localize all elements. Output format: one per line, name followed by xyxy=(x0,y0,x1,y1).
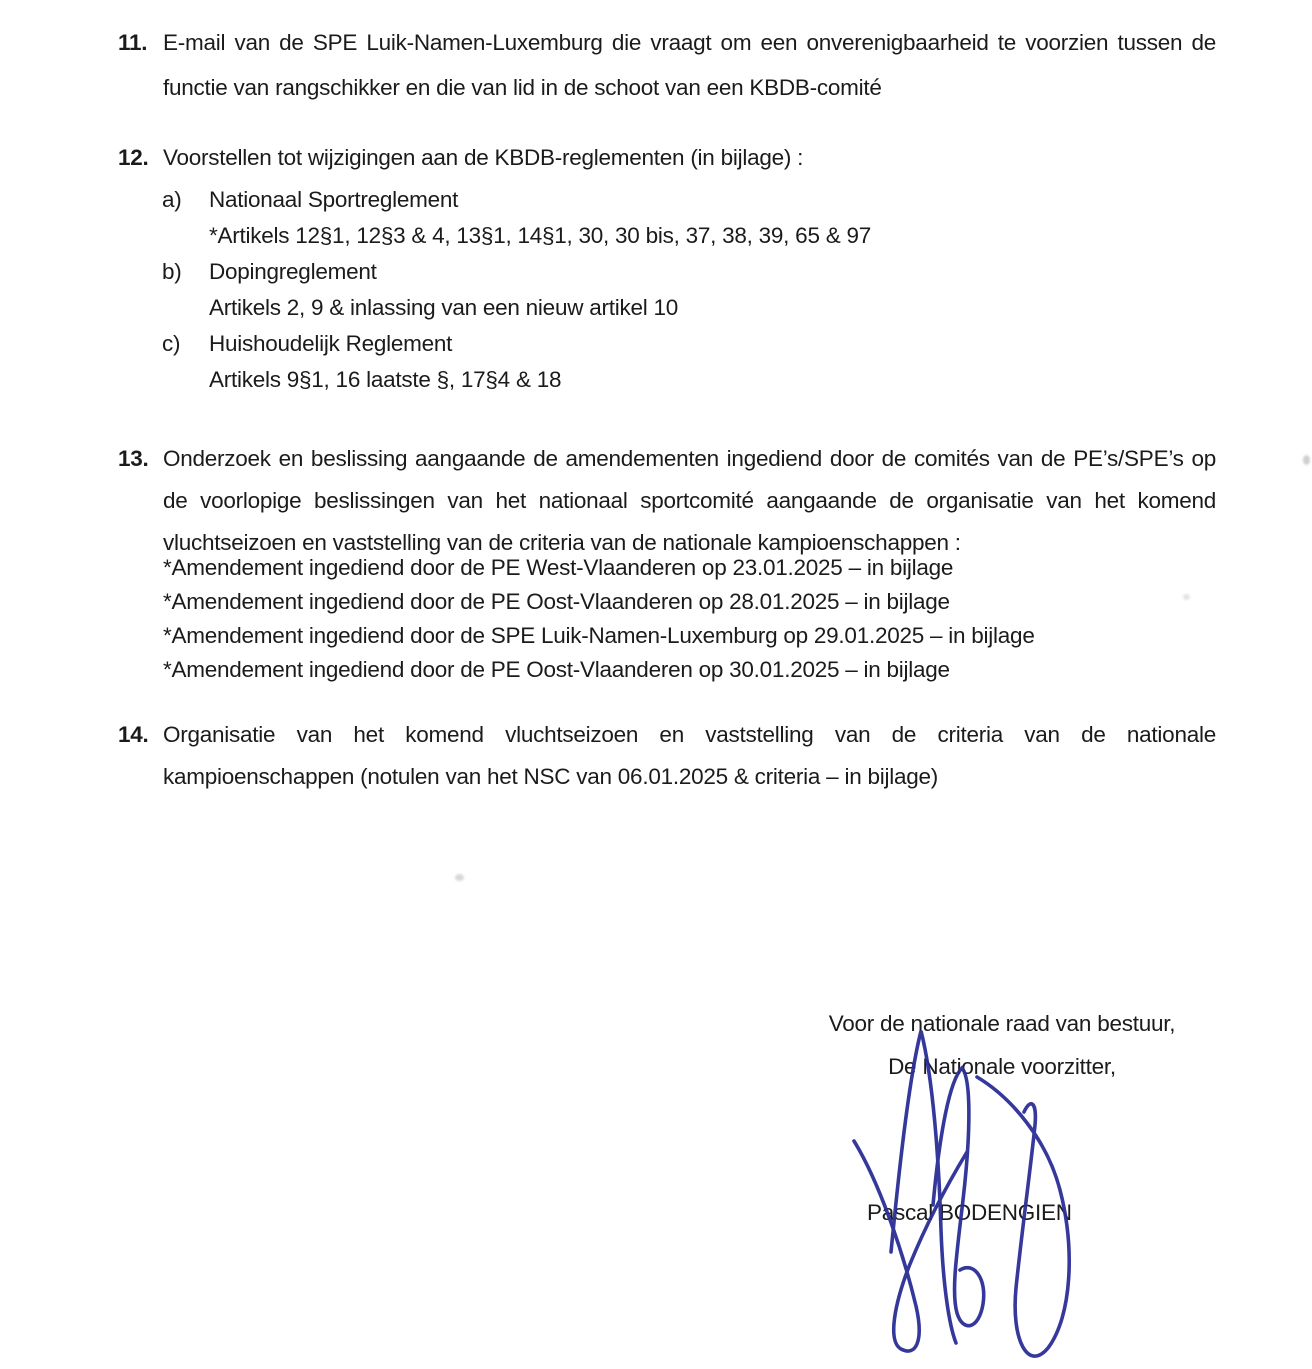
signatory-name: Pascal BODENGIEN xyxy=(867,1200,1072,1225)
item-12-sublist xyxy=(163,182,1216,398)
subitem-title: Nationaal Sportreglement xyxy=(209,187,459,212)
item-13-intro: Onderzoek en beslissing aangaande de amendementen ingediend door de comités van de PE’s/SPE’s op de voorlopige beslissingen van het nationaal sportcomité aangaande de organisatie van het komend vluchtseizoen en vaststelling van de criteria van de nationale kampioenschappen : xyxy=(163,446,1216,555)
closing-block xyxy=(700,1002,1304,1088)
signature-stroke xyxy=(933,1068,984,1326)
subitem-title: Huishoudelijk Reglement xyxy=(209,331,453,356)
item-number: 14. xyxy=(118,722,149,747)
amendment-line: *Amendement ingediend door de PE West-Vlaanderen op 23.01.2025 – in bijlage xyxy=(163,555,954,580)
agenda-item-11 xyxy=(118,20,1216,110)
item-number: 12. xyxy=(118,145,149,170)
item-number: 13. xyxy=(118,446,149,471)
amendment-line: *Amendement ingediend door de PE Oost-Vlaanderen op 30.01.2025 – in bijlage xyxy=(163,657,950,682)
scan-artifact xyxy=(1303,455,1310,465)
subitem-a-detail: *Artikels 12§1, 12§3 & 4, 13§1, 14§1, 30, 30 bis, 37, 38, 39, 65 & 97 xyxy=(209,223,871,248)
subitem-letter: a) xyxy=(162,187,182,212)
signature-stroke xyxy=(854,1141,967,1351)
item-text xyxy=(163,438,1216,687)
subitem-c xyxy=(162,326,1216,362)
subitem-letter: b) xyxy=(162,259,182,284)
amendment-list xyxy=(163,551,1216,687)
item-text xyxy=(163,135,1216,398)
agenda-item-12 xyxy=(118,135,1216,398)
subitem-b-detail: Artikels 2, 9 & inlassing van een nieuw artikel 10 xyxy=(209,295,679,320)
subitem-title: Dopingreglement xyxy=(209,259,377,284)
agenda-item-13 xyxy=(118,438,1216,687)
closing-line-2: De Nationale voorzitter, xyxy=(888,1054,1116,1079)
closing-line-1: Voor de nationale raad van bestuur, xyxy=(828,1011,1176,1036)
agenda-list xyxy=(118,20,1216,798)
amendment-line: *Amendement ingediend door de PE Oost-Vlaanderen op 28.01.2025 – in bijlage xyxy=(163,589,950,614)
item-12-intro: Voorstellen tot wijzigingen aan de KBDB-reglementen (in bijlage) : xyxy=(163,145,804,170)
subitem-a xyxy=(162,182,1216,218)
subitem-b xyxy=(162,254,1216,290)
agenda-item-14 xyxy=(118,714,1216,798)
item-text: E-mail van de SPE Luik-Namen-Luxemburg die vraagt om een onverenigbaarheid te voorzien tussen de functie van rangschikker en die van lid in de schoot van een KBDB-comité xyxy=(163,30,1216,100)
scan-artifact xyxy=(455,874,464,881)
subitem-letter: c) xyxy=(162,331,181,356)
amendment-line: *Amendement ingediend door de SPE Luik-Namen-Luxemburg op 29.01.2025 – in bijlage xyxy=(163,623,1035,648)
subitem-c-detail: Artikels 9§1, 16 laatste §, 17§4 & 18 xyxy=(209,367,562,392)
item-text: Organisatie van het komend vluchtseizoen en vaststelling van de criteria van de nationale kampioenschappen (notulen van het NSC van 06.01.2025 & criteria – in bijlage) xyxy=(163,722,1216,789)
item-number: 11. xyxy=(118,30,148,55)
